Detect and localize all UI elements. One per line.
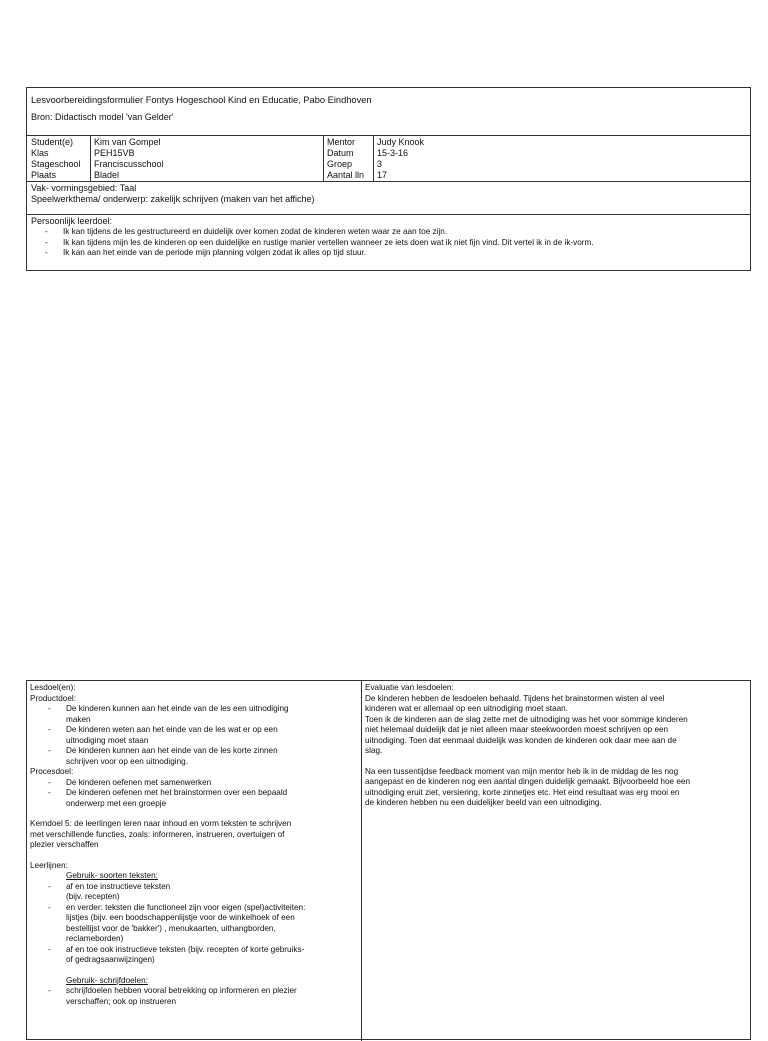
group-value: 3 <box>377 159 383 169</box>
list-item: - De kinderen weten aan het einde van de les wat er op een uitnodiging moet staan <box>30 725 360 746</box>
sub1-title: Gebruik- soorten teksten: <box>66 871 158 880</box>
list-item: - af en toe instructieve teksten (bijv. recepten) <box>30 882 360 903</box>
eval-title: Evaluatie van lesdoelen: <box>365 683 454 692</box>
place-value: Bladel <box>94 170 120 180</box>
eval-paragraph-2: Na een tussentijdse feedback moment van mijn mentor heb ik in de middag de les nog aangepast en de kinderen nog een aantal dingen duidelijk gemaakt. Bijvoorbeeld hoe een uitnodiging eruit ziet, versiering, korte zinnetjes etc. Het eind resultaat was erg mooi en de kinderen hebben nu een duidelijker beeld van een uitnodiging. <box>365 766 691 807</box>
school-value: Franciscusschool <box>94 159 164 169</box>
date-value: 15-3-16 <box>377 148 409 158</box>
leerlijnen-title: Leerlijnen: <box>30 860 68 870</box>
divider <box>90 135 91 181</box>
divider <box>323 135 324 181</box>
info-labels <box>31 137 81 181</box>
student-label: Student(e) <box>31 137 74 147</box>
product-goal-list <box>30 704 360 767</box>
eval-paragraph-1: De kinderen hebben de lesdoelen behaald. Tijdens het brainstormen wisten al veel kinderen wat er allemaal op een uitnodiging moet staan. Toen ik de kinderen aan de slag zette met de uitnodiging was het voor sommige kinderen niet helemaal duidelijk dat je niet alleen maar steekwoorden moest schrijven op een uitnodiging. Toen dat eenmaal duidelijk was konden de kinderen ook daar mee aan de slag. <box>365 693 688 755</box>
mentor-value: Judy Knook <box>377 137 425 147</box>
column-divider <box>361 681 362 1041</box>
place-label: Plaats <box>31 170 57 180</box>
info-labels-2 <box>327 137 364 181</box>
lesson-goals-column <box>30 683 360 1007</box>
goals-title: Lesdoel(en): <box>30 683 76 692</box>
list-item: - af en toe ook instructieve teksten (bijv. recepten of korte gebruiks- of gedragsaanwijzingen) <box>30 945 360 966</box>
writing-goals-list <box>30 986 360 1007</box>
pupils-label: Aantal lln <box>327 170 365 180</box>
process-title: Procesdoel: <box>30 767 74 776</box>
student-value: Kim van Gompel <box>94 137 161 147</box>
mentor-label: Mentor <box>327 137 356 147</box>
list-item: - en verder: teksten die functioneel zijn voor eigen (spel)activiteiten: lijstjes (bijv. een boodschappenlijstje voor de winkelhoek of een bestellijst voor de 'bakker') , menukaarten, uithangborden, reclameborden) <box>30 903 360 945</box>
subject-line: Vak- vormingsgebied: Taal <box>31 183 137 193</box>
theme-line: Speelwerkthema/ onderwerp: zakelijk schrijven (maken van het affiche) <box>31 194 315 204</box>
divider <box>27 214 750 215</box>
divider <box>27 135 750 136</box>
list-item: - De kinderen oefenen met samenwerken <box>30 778 360 789</box>
divider <box>373 135 374 181</box>
list-item: - Ik kan tijdens mijn les de kinderen op een duidelijke en rustige manier vertellen wanneer ze iets doen wat ik niet fijn vind. Dit vertel ik in de ik-vorm. <box>27 238 747 249</box>
info-values-2 <box>377 137 424 181</box>
personal-goal-list <box>27 227 747 259</box>
lesson-prep-form <box>26 87 751 271</box>
divider <box>27 181 750 182</box>
list-item: - De kinderen kunnen aan het einde van de les korte zinnen schrijven voor op een uitnodiging. <box>30 746 360 767</box>
school-label: Stageschool <box>31 159 81 169</box>
class-label: Klas <box>31 148 49 158</box>
kerndoel-text: Kerndoel 5: de leerlingen leren naar inhoud en vorm teksten te schrijven met verschillende functies, zoals: informeren, instrueren, overtuigen of plezier verschaffen <box>30 819 292 849</box>
info-values <box>94 137 164 181</box>
group-label: Groep <box>327 159 353 169</box>
product-title: Productdoel: <box>30 693 76 703</box>
pupils-value: 17 <box>377 170 388 180</box>
form-title: Lesvoorbereidingsformulier Fontys Hogeschool Kind en Educatie, Pabo Eindhoven <box>31 95 372 105</box>
evaluation-column <box>365 683 747 809</box>
date-label: Datum <box>327 148 354 158</box>
sub2-title: Gebruik- schrijfdoelen: <box>66 975 148 985</box>
personal-goal-title: Persoonlijk leerdoel: <box>31 216 113 226</box>
lesson-goals-table <box>26 680 751 1040</box>
text-types-list <box>30 882 360 966</box>
list-item: - Ik kan tijdens de les gestructureerd en duidelijk over komen zodat de kinderen weten waar ze aan toe zijn. <box>27 227 747 238</box>
list-item: - schrijfdoelen hebben vooral betrekking op informeren en plezier verschaffen; ook op instrueren <box>30 986 360 1007</box>
list-item: - De kinderen oefenen met het brainstormen over een bepaald onderwerp met een groepje <box>30 788 360 809</box>
class-value: PEH15VB <box>94 148 135 158</box>
list-item: - De kinderen kunnen aan het einde van de les een uitnodiging maken <box>30 704 360 725</box>
list-item: - Ik kan aan het einde van de periode mijn planning volgen zodat ik alles op tijd stuur. <box>27 248 747 259</box>
form-source: Bron: Didactisch model 'van Gelder' <box>31 112 174 122</box>
process-goal-list <box>30 778 360 810</box>
